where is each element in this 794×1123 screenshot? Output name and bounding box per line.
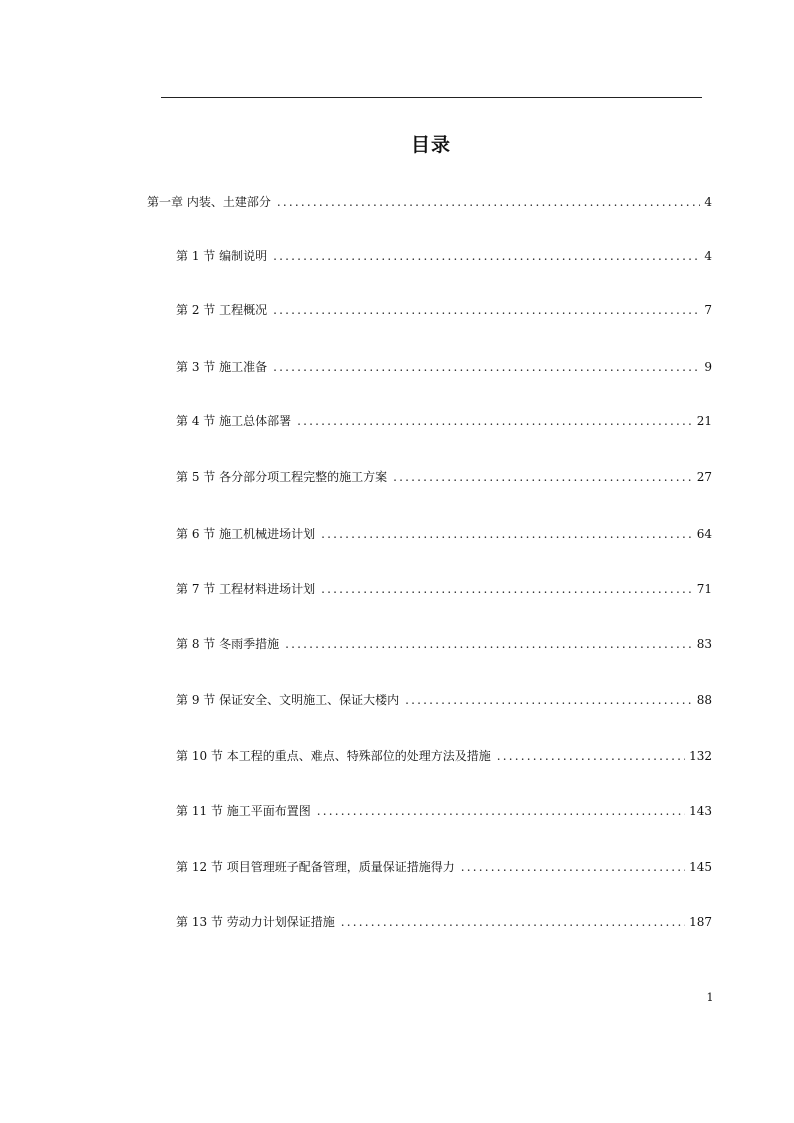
toc-entry-section-3[interactable] [176,357,712,377]
toc-entry-section-1[interactable] [176,246,712,266]
toc-dot-leader [461,857,685,877]
toc-entry-section-7[interactable] [176,579,712,599]
toc-entry-label: 第 12 节 项目管理班子配备管理，质量保证措施得力 [176,860,455,874]
toc-entry-label: 第 10 节 本工程的重点、难点、特殊部位的处理方法及措施 [176,749,491,763]
toc-entry-label: 第 9 节 保证安全、文明施工、保证大楼内 [176,693,400,707]
toc-entry-section-9[interactable] [176,690,712,710]
toc-entry-page: 7 [704,303,712,317]
toc-dot-leader [341,912,685,932]
toc-entry-section-8[interactable] [176,634,712,654]
toc-entry-page: 4 [704,195,712,209]
toc-entry-page: 143 [689,804,712,818]
toc-entry-section-5[interactable] [176,467,712,487]
toc-entry-label: 第 13 节 劳动力计划保证措施 [176,915,335,929]
toc-entry-page: 187 [689,915,712,929]
toc-dot-leader [321,524,693,544]
toc-entry-chapter-1[interactable] [147,192,712,212]
toc-entry-label: 第 7 节 工程材料进场计划 [176,582,316,596]
toc-entry-section-4[interactable] [176,411,712,431]
toc-entry-label: 第 6 节 施工机械进场计划 [176,527,316,541]
toc-entry-section-13[interactable] [176,912,712,932]
toc-dot-leader [285,634,693,654]
toc-entry-page: 132 [689,749,712,763]
toc-entry-label: 第一章 内装、土建部分 [147,195,271,209]
toc-entry-section-6[interactable] [176,524,712,544]
toc-dot-leader [497,746,685,766]
toc-entry-page: 64 [696,527,712,541]
toc-entry-page: 27 [696,470,712,484]
page-number: 1 [706,991,714,1004]
toc-entry-page: 4 [704,249,712,263]
toc-entry-label: 第 5 节 各分部分项工程完整的施工方案 [176,470,388,484]
toc-entry-page: 21 [696,414,712,428]
toc-dot-leader [297,411,693,431]
toc-entry-section-10[interactable] [176,746,712,766]
toc-entry-label: 第 2 节 工程概况 [176,303,268,317]
toc-entry-page: 9 [704,360,712,374]
toc-entry-page: 145 [689,860,712,874]
toc-dot-leader [321,579,693,599]
toc-dot-leader [317,801,685,821]
toc-dot-leader [393,467,693,487]
toc-entry-page: 83 [696,637,712,651]
page-title: 目录 [410,134,451,156]
toc-entry-label: 第 1 节 编制说明 [176,249,268,263]
toc-entry-label: 第 4 节 施工总体部署 [176,414,292,428]
toc-entry-page: 88 [696,693,712,707]
toc-dot-leader [273,300,700,320]
toc-entry-section-2[interactable] [176,300,712,320]
toc-entry-label: 第 11 节 施工平面布置图 [176,804,311,818]
toc-dot-leader [273,246,700,266]
toc-entry-label: 第 8 节 冬雨季措施 [176,637,280,651]
toc-dot-leader [405,690,693,710]
toc-entry-page: 71 [696,582,712,596]
toc-dot-leader [273,357,700,377]
toc-dot-leader [277,192,701,212]
toc-entry-label: 第 3 节 施工准备 [176,360,268,374]
toc-entry-section-11[interactable] [176,801,712,821]
toc-entry-section-12[interactable] [176,857,712,877]
